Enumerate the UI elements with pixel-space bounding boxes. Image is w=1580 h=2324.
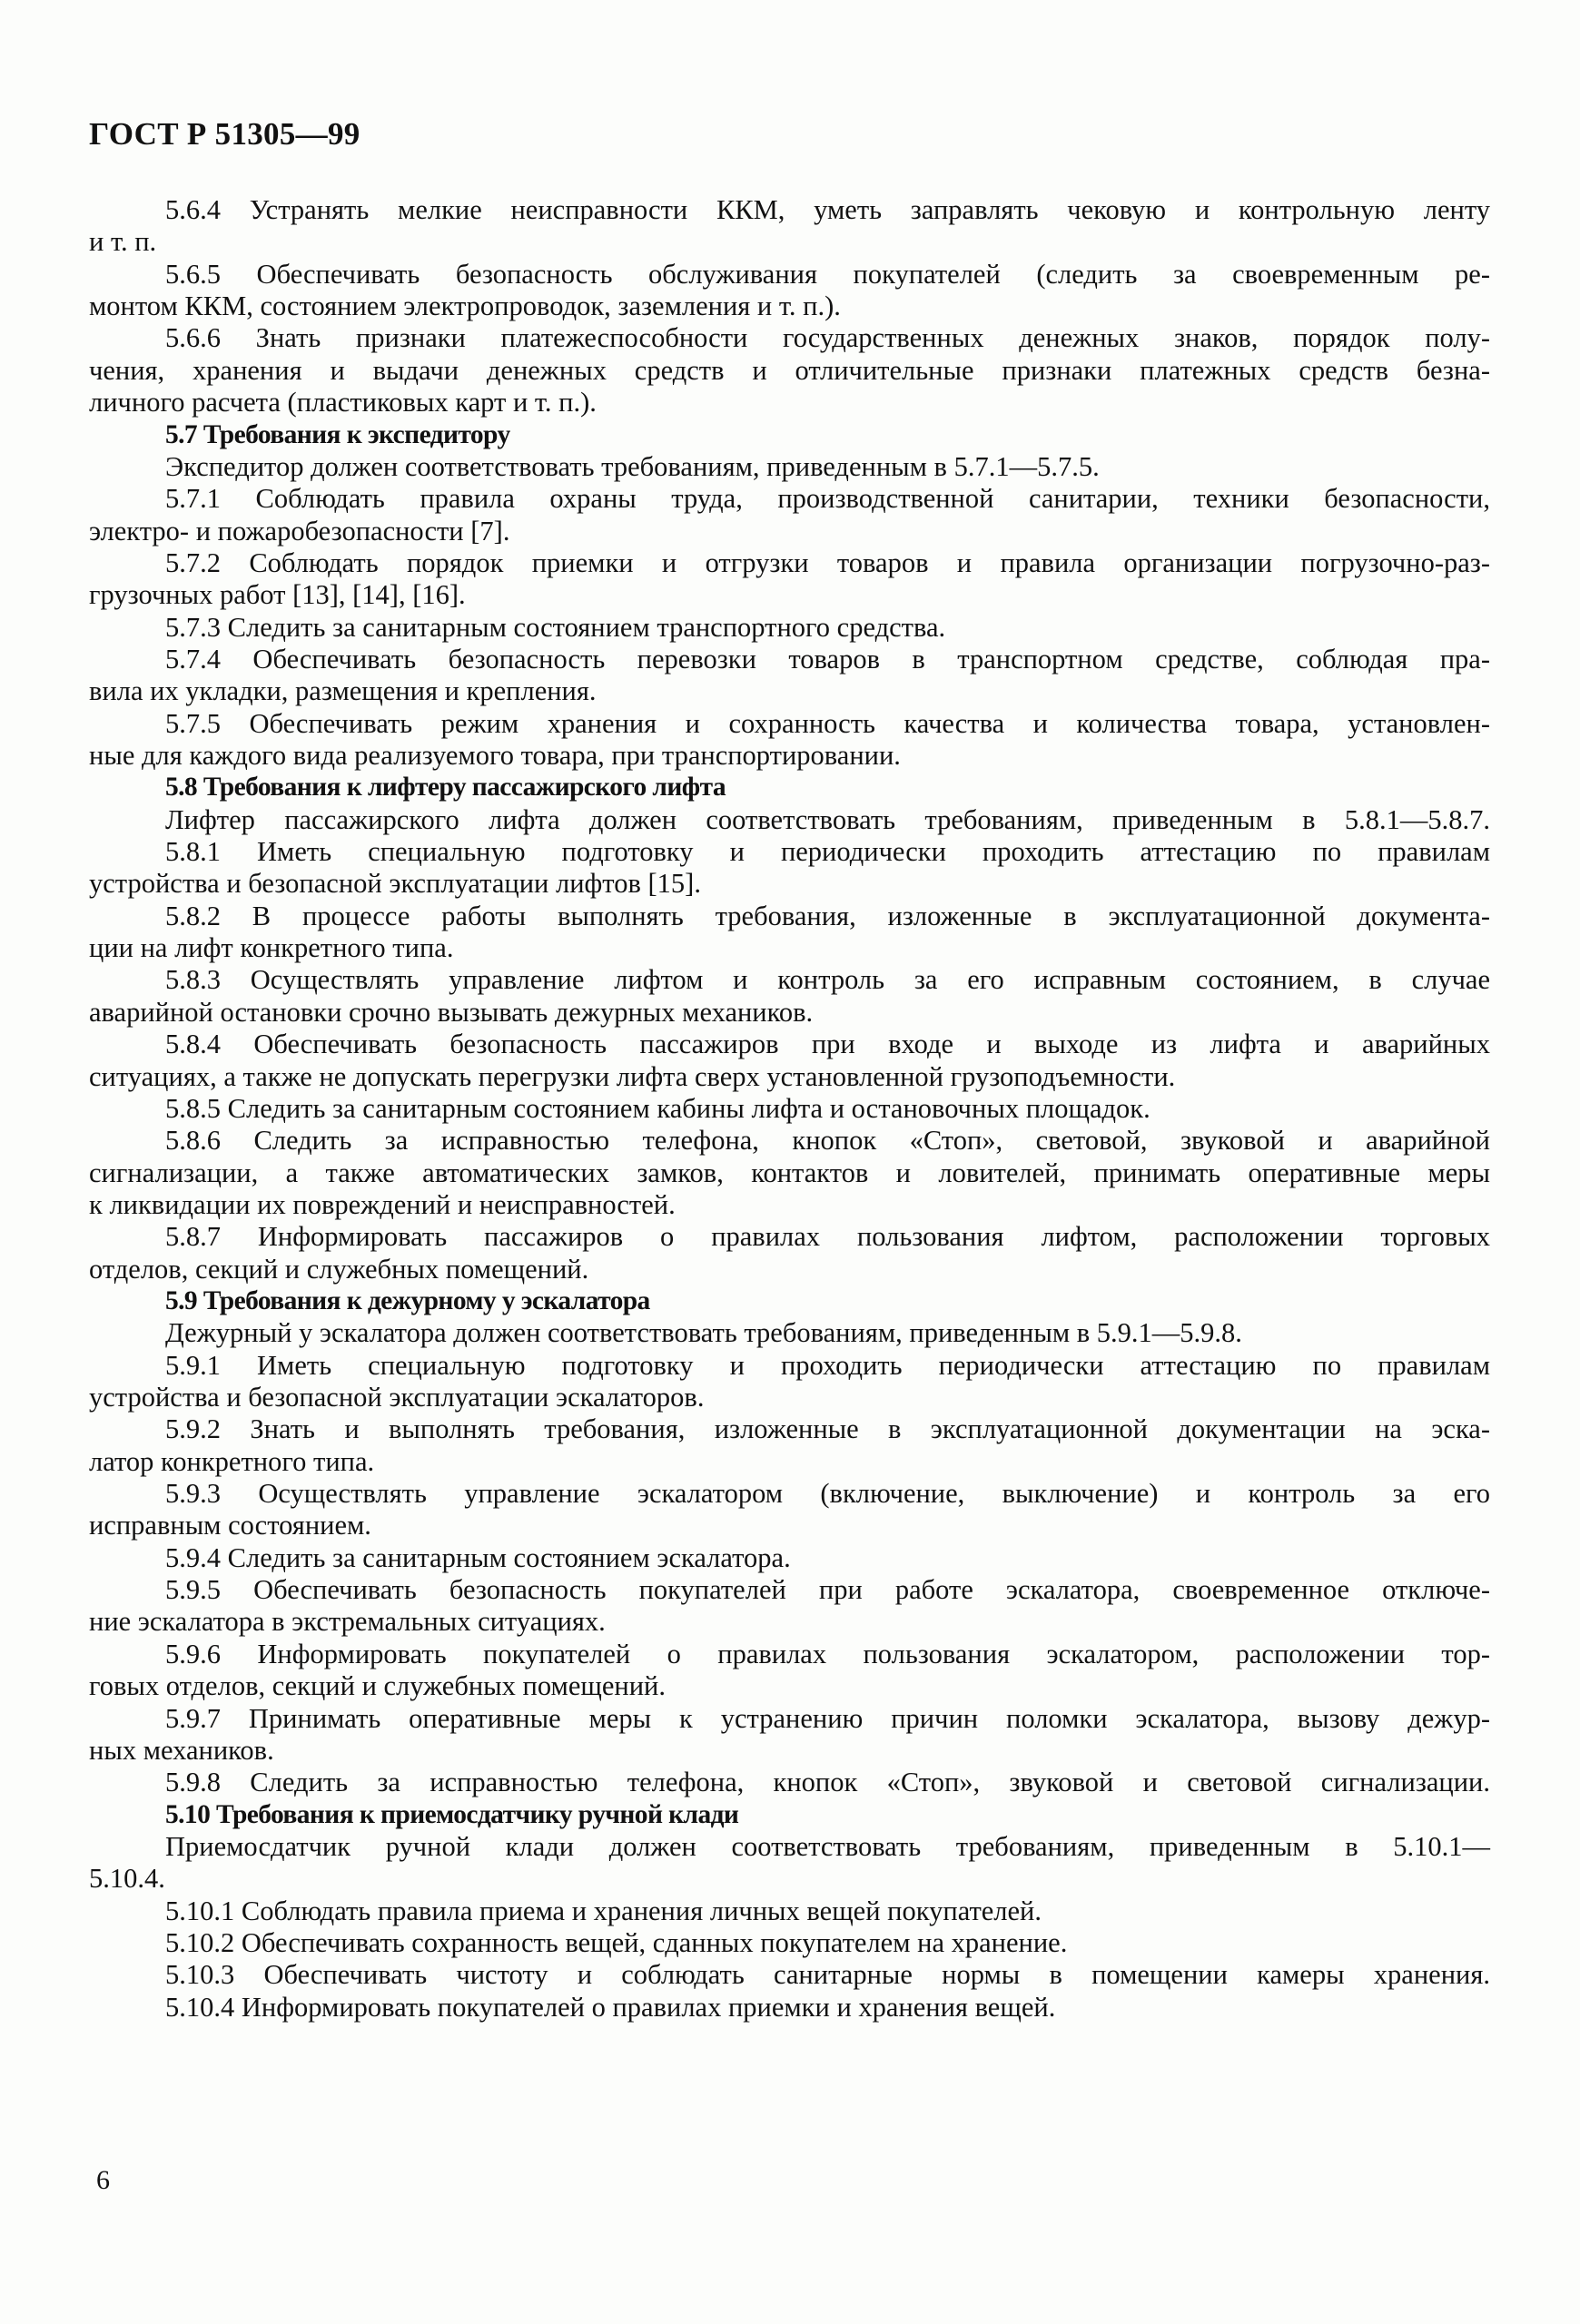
paragraph-line-first: 5.8.2 В процессе работы выполнять требования, изложенные в эксплуатационной документа-: [165, 900, 1490, 931]
section-heading: 5.9 Требования к дежурному у эскалатора: [165, 1285, 650, 1315]
paragraph-line-first: Экспедитор должен соответствовать требованиям, приведенным в 5.7.1—5.7.5.: [165, 450, 1100, 482]
section-heading: 5.8 Требования к лифтеру пассажирского лифта: [165, 773, 726, 803]
paragraph-line-first: Приемосдатчик ручной клади должен соответствовать требованиям, приведенным в 5.10.1—: [165, 1830, 1490, 1862]
paragraph-line: ние эскалатора в экстремальных ситуациях.: [89, 1606, 606, 1638]
page-number: 6: [96, 2165, 110, 2195]
paragraph-line-first: 5.8.4 Обеспечивать безопасность пассажиров при входе и выходе из лифта и аварийных: [165, 1029, 1490, 1060]
paragraph-line-first: 5.7.1 Соблюдать правила охраны труда, производственной санитарии, техники безопасности,: [165, 483, 1490, 515]
paragraph-line-first: 5.10.3 Обеспечивать чистоту и соблюдать санитарные нормы в помещении камеры хранения.: [165, 1959, 1490, 1991]
paragraph-line: сигнализации, а также автоматических замков, контактов и ловителей, принимать оперативные меры: [89, 1157, 1490, 1188]
paragraph-line: латор конкретного типа.: [89, 1445, 375, 1477]
paragraph-line-first: Лифтер пассажирского лифта должен соответствовать требованиям, приведенным в 5.8.1—5.8.7.: [165, 803, 1490, 835]
paragraph-line: электро- и пожаробезопасности [7].: [89, 515, 510, 547]
paragraph-line-first: 5.10.1 Соблюдать правила приема и хранения личных вещей покупателей.: [165, 1895, 1042, 1926]
paragraph-line: аварийной остановки срочно вызывать дежурных механиков.: [89, 996, 814, 1028]
paragraph-line-first: 5.7.5 Обеспечивать режим хранения и сохранность качества и количества товара, установлен-: [165, 707, 1490, 739]
paragraph-line-first: 5.6.5 Обеспечивать безопасность обслуживания покупателей (следить за своевременным ре-: [165, 258, 1490, 290]
paragraph-line-first: 5.10.4 Информировать покупателей о правилах приемки и хранения вещей.: [165, 1991, 1056, 2023]
paragraph-line-first: 5.7.4 Обеспечивать безопасность перевозки товаров в транспортном средстве, соблюдая пра-: [165, 643, 1490, 675]
paragraph-line-first: 5.8.6 Следить за исправностью телефона, кнопок «Стоп», световой, звуковой и аварийной: [165, 1125, 1490, 1157]
paragraph-line: грузочных работ [13], [14], [16].: [89, 579, 466, 611]
paragraph-line: ные для каждого вида реализуемого товара, при транспортировании.: [89, 740, 901, 771]
document-header: ГОСТ Р 51305—99: [89, 116, 360, 152]
paragraph-line-first: 5.9.6 Информировать покупателей о правилах пользования эскалатором, расположении тор-: [165, 1638, 1490, 1669]
paragraph-line-first: 5.10.2 Обеспечивать сохранность вещей, сданных покупателем на хранение.: [165, 1926, 1068, 1958]
paragraph-line: устройства и безопасной эксплуатации лифтов [15].: [89, 868, 701, 900]
paragraph-line: чения, хранения и выдачи денежных средств и отличительные признаки платежных средств безна-: [89, 354, 1490, 386]
paragraph-line-first: 5.9.5 Обеспечивать безопасность покупателей при работе эскалатора, своевременное отключе-: [165, 1574, 1490, 1605]
paragraph-line: монтом ККМ, состоянием электропроводок, заземления и т. п.).: [89, 290, 841, 322]
paragraph-line: ситуациях, а также не допускать перегрузки лифта сверх установленной грузоподъемности.: [89, 1060, 1176, 1092]
paragraph-line-first: 5.9.7 Принимать оперативные меры к устранению причин поломки эскалатора, вызову дежур-: [165, 1702, 1490, 1734]
paragraph-line: устройства и безопасной эксплуатации эскалаторов.: [89, 1382, 705, 1413]
paragraph-line: исправным состоянием.: [89, 1510, 371, 1541]
paragraph-line-first: 5.8.3 Осуществлять управление лифтом и контроль за его исправным состоянием, в случае: [165, 964, 1490, 996]
section-heading: 5.10 Требования к приемосдатчику ручной клади: [165, 1799, 739, 1829]
paragraph-line: отделов, секций и служебных помещений.: [89, 1253, 589, 1285]
paragraph-line-first: 5.8.1 Иметь специальную подготовку и периодически проходить аттестацию по правилам: [165, 836, 1490, 867]
paragraph-line: говых отделов, секций и служебных помещений.: [89, 1670, 666, 1702]
paragraph-line: вила их укладки, размещения и крепления.: [89, 675, 597, 707]
paragraph-line-first: 5.8.5 Следить за санитарным состоянием кабины лифта и остановочных площадок.: [165, 1092, 1150, 1124]
paragraph-line-first: 5.9.3 Осуществлять управление эскалатором (включение, выключение) и контроль за его: [165, 1478, 1490, 1509]
paragraph-line-first: 5.8.7 Информировать пассажиров о правилах пользования лифтом, расположении торговых: [165, 1221, 1490, 1253]
paragraph-line: 5.10.4.: [89, 1863, 165, 1895]
paragraph-line-first: 5.9.2 Знать и выполнять требования, изложенные в эксплуатационной документации на эска-: [165, 1413, 1490, 1445]
paragraph-line: ных механиков.: [89, 1734, 274, 1766]
paragraph-line: к ликвидации их повреждений и неисправностей.: [89, 1188, 676, 1220]
section-heading: 5.7 Требования к экспедитору: [165, 419, 510, 449]
paragraph-line-first: 5.9.8 Следить за исправностью телефона, кнопок «Стоп», звуковой и световой сигнализации.: [165, 1767, 1490, 1798]
paragraph-line: ции на лифт конкретного типа.: [89, 932, 454, 964]
paragraph-line-first: 5.9.1 Иметь специальную подготовку и проходить периодически аттестацию по правилам: [165, 1349, 1490, 1381]
paragraph-line-first: 5.9.4 Следить за санитарным состоянием эскалатора.: [165, 1541, 791, 1573]
paragraph-line: и т. п.: [89, 226, 157, 258]
paragraph-line: личного расчета (пластиковых карт и т. п.).: [89, 387, 597, 419]
paragraph-line-first: 5.7.2 Соблюдать порядок приемки и отгрузки товаров и правила организации погрузочно-раз-: [165, 547, 1490, 578]
paragraph-line-first: 5.7.3 Следить за санитарным состоянием транспортного средства.: [165, 611, 946, 643]
paragraph-line-first: 5.6.6 Знать признаки платежеспособности государственных денежных знаков, порядок полу-: [165, 322, 1490, 354]
paragraph-line-first: Дежурный у эскалатора должен соответствовать требованиям, приведенным в 5.9.1—5.9.8.: [165, 1317, 1242, 1349]
paragraph-line-first: 5.6.4 Устранять мелкие неисправности ККМ, уметь заправлять чековую и контрольную ленту: [165, 194, 1490, 225]
